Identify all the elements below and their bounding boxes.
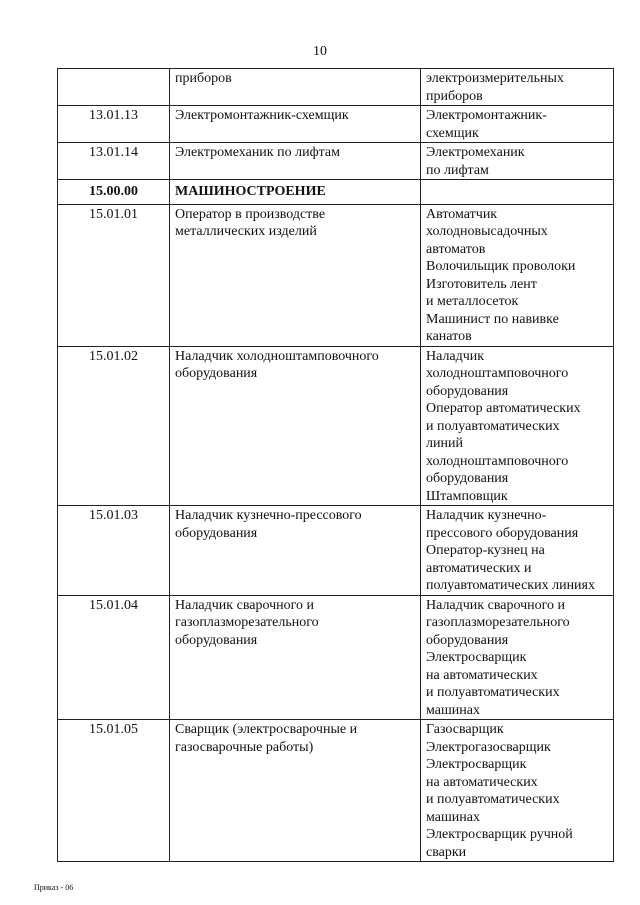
professions-cell [421,143,614,180]
table-row [58,143,614,180]
table-row [58,595,614,720]
code-cell: 15.01.04 [58,595,170,720]
program-name-cell [170,204,421,346]
profession-line: оборудования [426,471,509,486]
profession-line: и металлосеток [426,294,519,309]
program-name-line: Электромеханик по лифтам [175,145,341,160]
program-name-cell [170,143,421,180]
table-row [58,106,614,143]
page-number: 10 [313,44,327,59]
professions-table [57,68,614,862]
professions-cell [421,204,614,346]
profession-line: и полуавтоматических [426,685,560,700]
code-cell: 15.00.00 [58,180,170,205]
program-name-line: Электромонтажник-схемщик [175,108,349,123]
profession-line: линий [426,436,463,451]
profession-line: Машинист по навивке [426,311,559,327]
profession-line: Штамповщик [426,488,508,504]
footer-label: Приказ - 06 [34,883,74,892]
table-row [58,69,614,106]
profession-line: канатов [426,329,472,344]
profession-line: Наладчик сварочного и [426,597,566,613]
profession-line: автоматических и [426,560,532,576]
professions-cell [421,180,614,205]
program-name-line: Наладчик кузнечно-прессового [175,508,362,523]
professions-cell [421,720,614,862]
profession-line: Электросварщик ручной [426,827,573,842]
profession-line: Волочильщик проволоки [426,259,576,274]
profession-line: Оператор-кузнец на [426,543,545,558]
program-name-line: приборов [175,71,232,86]
profession-line: на автоматических [426,667,538,683]
code-cell: 15.01.05 [58,720,170,862]
program-name-line: оборудования [175,366,258,381]
program-name-line: Наладчик сварочного и [175,597,315,613]
code-cell: 15.01.03 [58,506,170,596]
profession-line: холодновысадочных [426,224,548,239]
profession-line: Электрогазосварщик [426,739,551,755]
code-cell [58,69,170,106]
program-name-cell [170,720,421,862]
program-name-line: Наладчик холодноштамповочного [175,348,379,364]
program-name-cell [170,69,421,106]
program-name-line: Оператор в производстве [175,206,326,222]
profession-line: и полуавтоматических [426,792,560,807]
profession-line: Электросварщик [426,757,527,772]
professions-cell [421,69,614,106]
profession-line: оборудования [426,632,509,648]
profession-line: автоматов [426,241,486,257]
profession-line: и полуавтоматических [426,418,560,434]
code-cell: 13.01.14 [58,143,170,180]
profession-line: по лифтам [426,162,489,178]
profession-line: полуавтоматических линиях [426,578,595,593]
profession-line: Наладчик [426,348,485,364]
table-row [58,204,614,346]
table-row [58,506,614,596]
profession-line: прессового оборудования [426,525,579,541]
professions-cell [421,106,614,143]
program-name-line: оборудования [175,632,258,648]
profession-line: сварки [426,844,467,860]
profession-line: машинах [426,702,480,718]
profession-line: Оператор автоматических [426,401,581,416]
code-cell: 15.01.01 [58,204,170,346]
table-row [58,346,614,506]
profession-line: холодноштамповочного [426,453,569,469]
program-name-cell [170,595,421,720]
section-row [58,180,614,205]
profession-line: газоплазморезательного [426,615,570,630]
program-name-line: МАШИНОСТРОЕНИЕ [175,184,326,199]
program-name-line: газосварочные работы) [175,739,314,755]
profession-line: электроизмерительных [426,71,564,86]
program-name-line: оборудования [175,525,258,541]
program-name-line: металлических изделий [175,224,317,239]
profession-line: Автоматчик [426,206,498,222]
profession-line: машинах [426,809,480,825]
program-name-cell [170,106,421,143]
profession-line: приборов [426,88,483,104]
program-name-cell [170,346,421,506]
profession-line: на автоматических [426,774,538,790]
profession-line: схемщик [426,125,479,141]
program-name-cell [170,506,421,596]
profession-line: Газосварщик [426,722,504,737]
profession-line: Электромонтажник- [426,108,547,123]
table-row [58,720,614,862]
profession-line: Электромеханик [426,145,525,160]
code-cell: 13.01.13 [58,106,170,143]
program-name-line: Сварщик (электросварочные и [175,722,358,737]
program-name-cell [170,180,421,205]
profession-line: Наладчик кузнечно- [426,508,547,523]
professions-cell [421,346,614,506]
program-name-line: газоплазморезательного [175,615,319,630]
table-body [58,69,614,862]
professions-cell [421,595,614,720]
profession-line: Электросварщик [426,650,527,665]
code-cell: 15.01.02 [58,346,170,506]
professions-cell [421,506,614,596]
profession-line: Изготовитель лент [426,276,537,292]
profession-line: холодноштамповочного [426,366,569,381]
profession-line: оборудования [426,383,509,399]
